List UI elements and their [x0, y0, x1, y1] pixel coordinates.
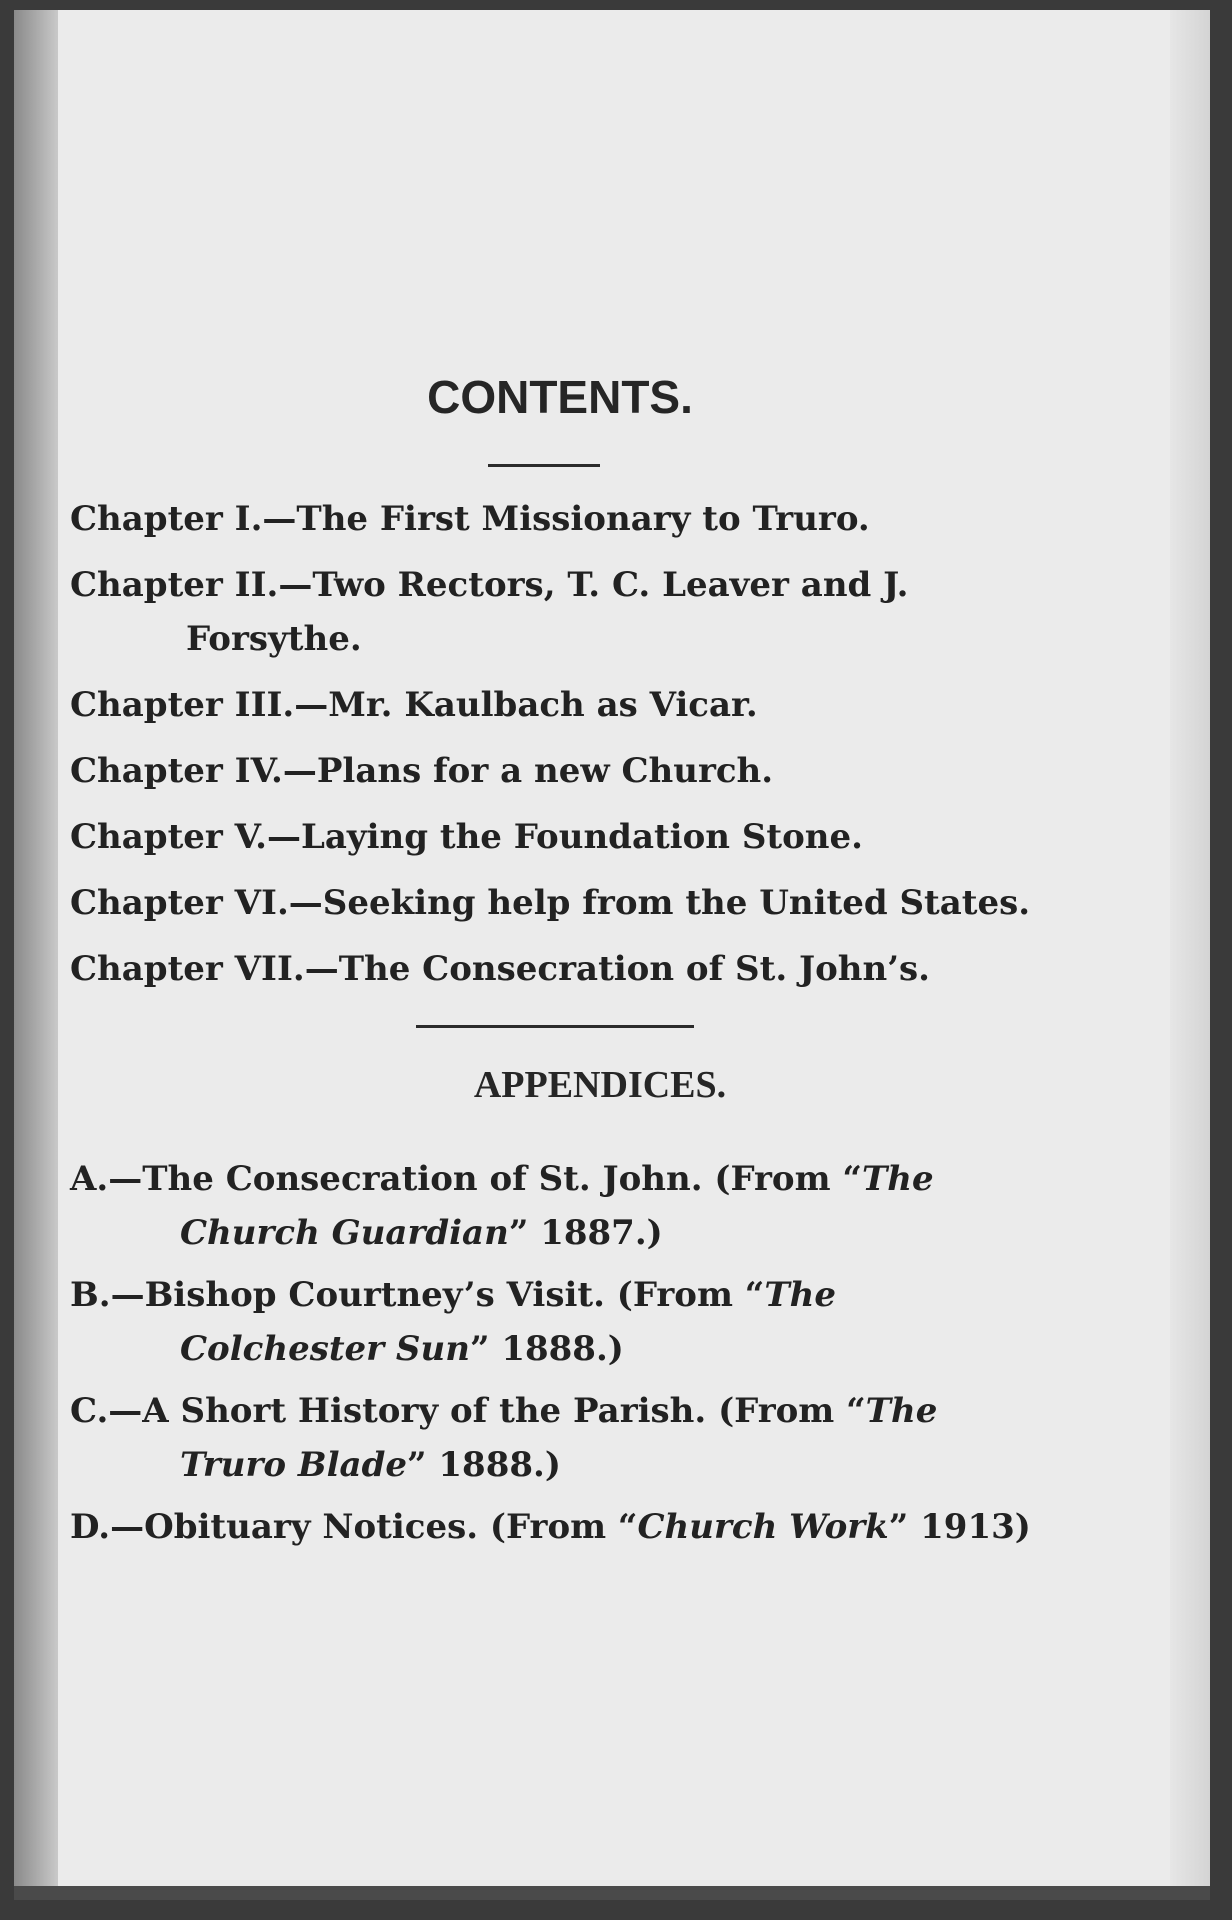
appendix-source-title: The Church Guardian	[180, 1159, 934, 1253]
page-edge	[1170, 10, 1210, 1900]
chapter-entry: Chapter III.—Mr. Kaulbach as Vicar.	[70, 685, 758, 725]
appendix-list	[70, 1152, 1050, 1562]
chapter-entry: Chapter I.—The First Missionary to Truro.	[70, 499, 870, 539]
appendix-entry	[70, 1268, 1050, 1376]
appendices-heading: APPENDICES.	[473, 1064, 727, 1106]
chapter-entry: Chapter VII.—The Consecration of St. John’s.	[70, 949, 931, 989]
appendix-text: A.—The Consecration of St. John. (From “	[70, 1159, 862, 1199]
appendix-text: D.—Obituary Notices. (From “	[70, 1507, 638, 1547]
book-spine-shadow	[14, 10, 58, 1900]
heading-rule	[488, 464, 600, 467]
chapter-list	[70, 492, 1050, 1008]
appendix-source-title: The Colchester Sun	[180, 1275, 836, 1369]
appendix-entry	[70, 1384, 1050, 1492]
appendix-text: C.—A Short History of the Parish. (From “	[70, 1391, 866, 1431]
chapter-entry: Chapter IV.—Plans for a new Church.	[70, 751, 774, 791]
appendix-entry	[70, 1500, 1050, 1554]
appendix-text: ” 1888.)	[406, 1445, 561, 1485]
appendix-text: ” 1888.)	[469, 1329, 624, 1369]
chapter-entry: Chapter II.—Two Rectors, T. C. Leaver and J. Forsythe.	[70, 565, 909, 659]
section-rule	[416, 1025, 694, 1028]
chapter-entry: Chapter VI.—Seeking help from the United States.	[70, 883, 1031, 923]
appendix-source-title: The Truro Blade	[180, 1391, 938, 1485]
chapter-entry: Chapter V.—Laying the Foundation Stone.	[70, 817, 863, 857]
page-bottom-edge	[14, 1886, 1210, 1900]
contents-heading: CONTENTS.	[427, 371, 693, 423]
appendix-text: ” 1887.)	[508, 1213, 663, 1253]
appendix-text: B.—Bishop Courtney’s Visit. (From “	[70, 1275, 765, 1315]
book-page	[14, 10, 1210, 1900]
appendix-source-title: Church Work	[637, 1507, 889, 1547]
appendix-text: ” 1913)	[888, 1507, 1031, 1547]
appendix-entry	[70, 1152, 1050, 1260]
